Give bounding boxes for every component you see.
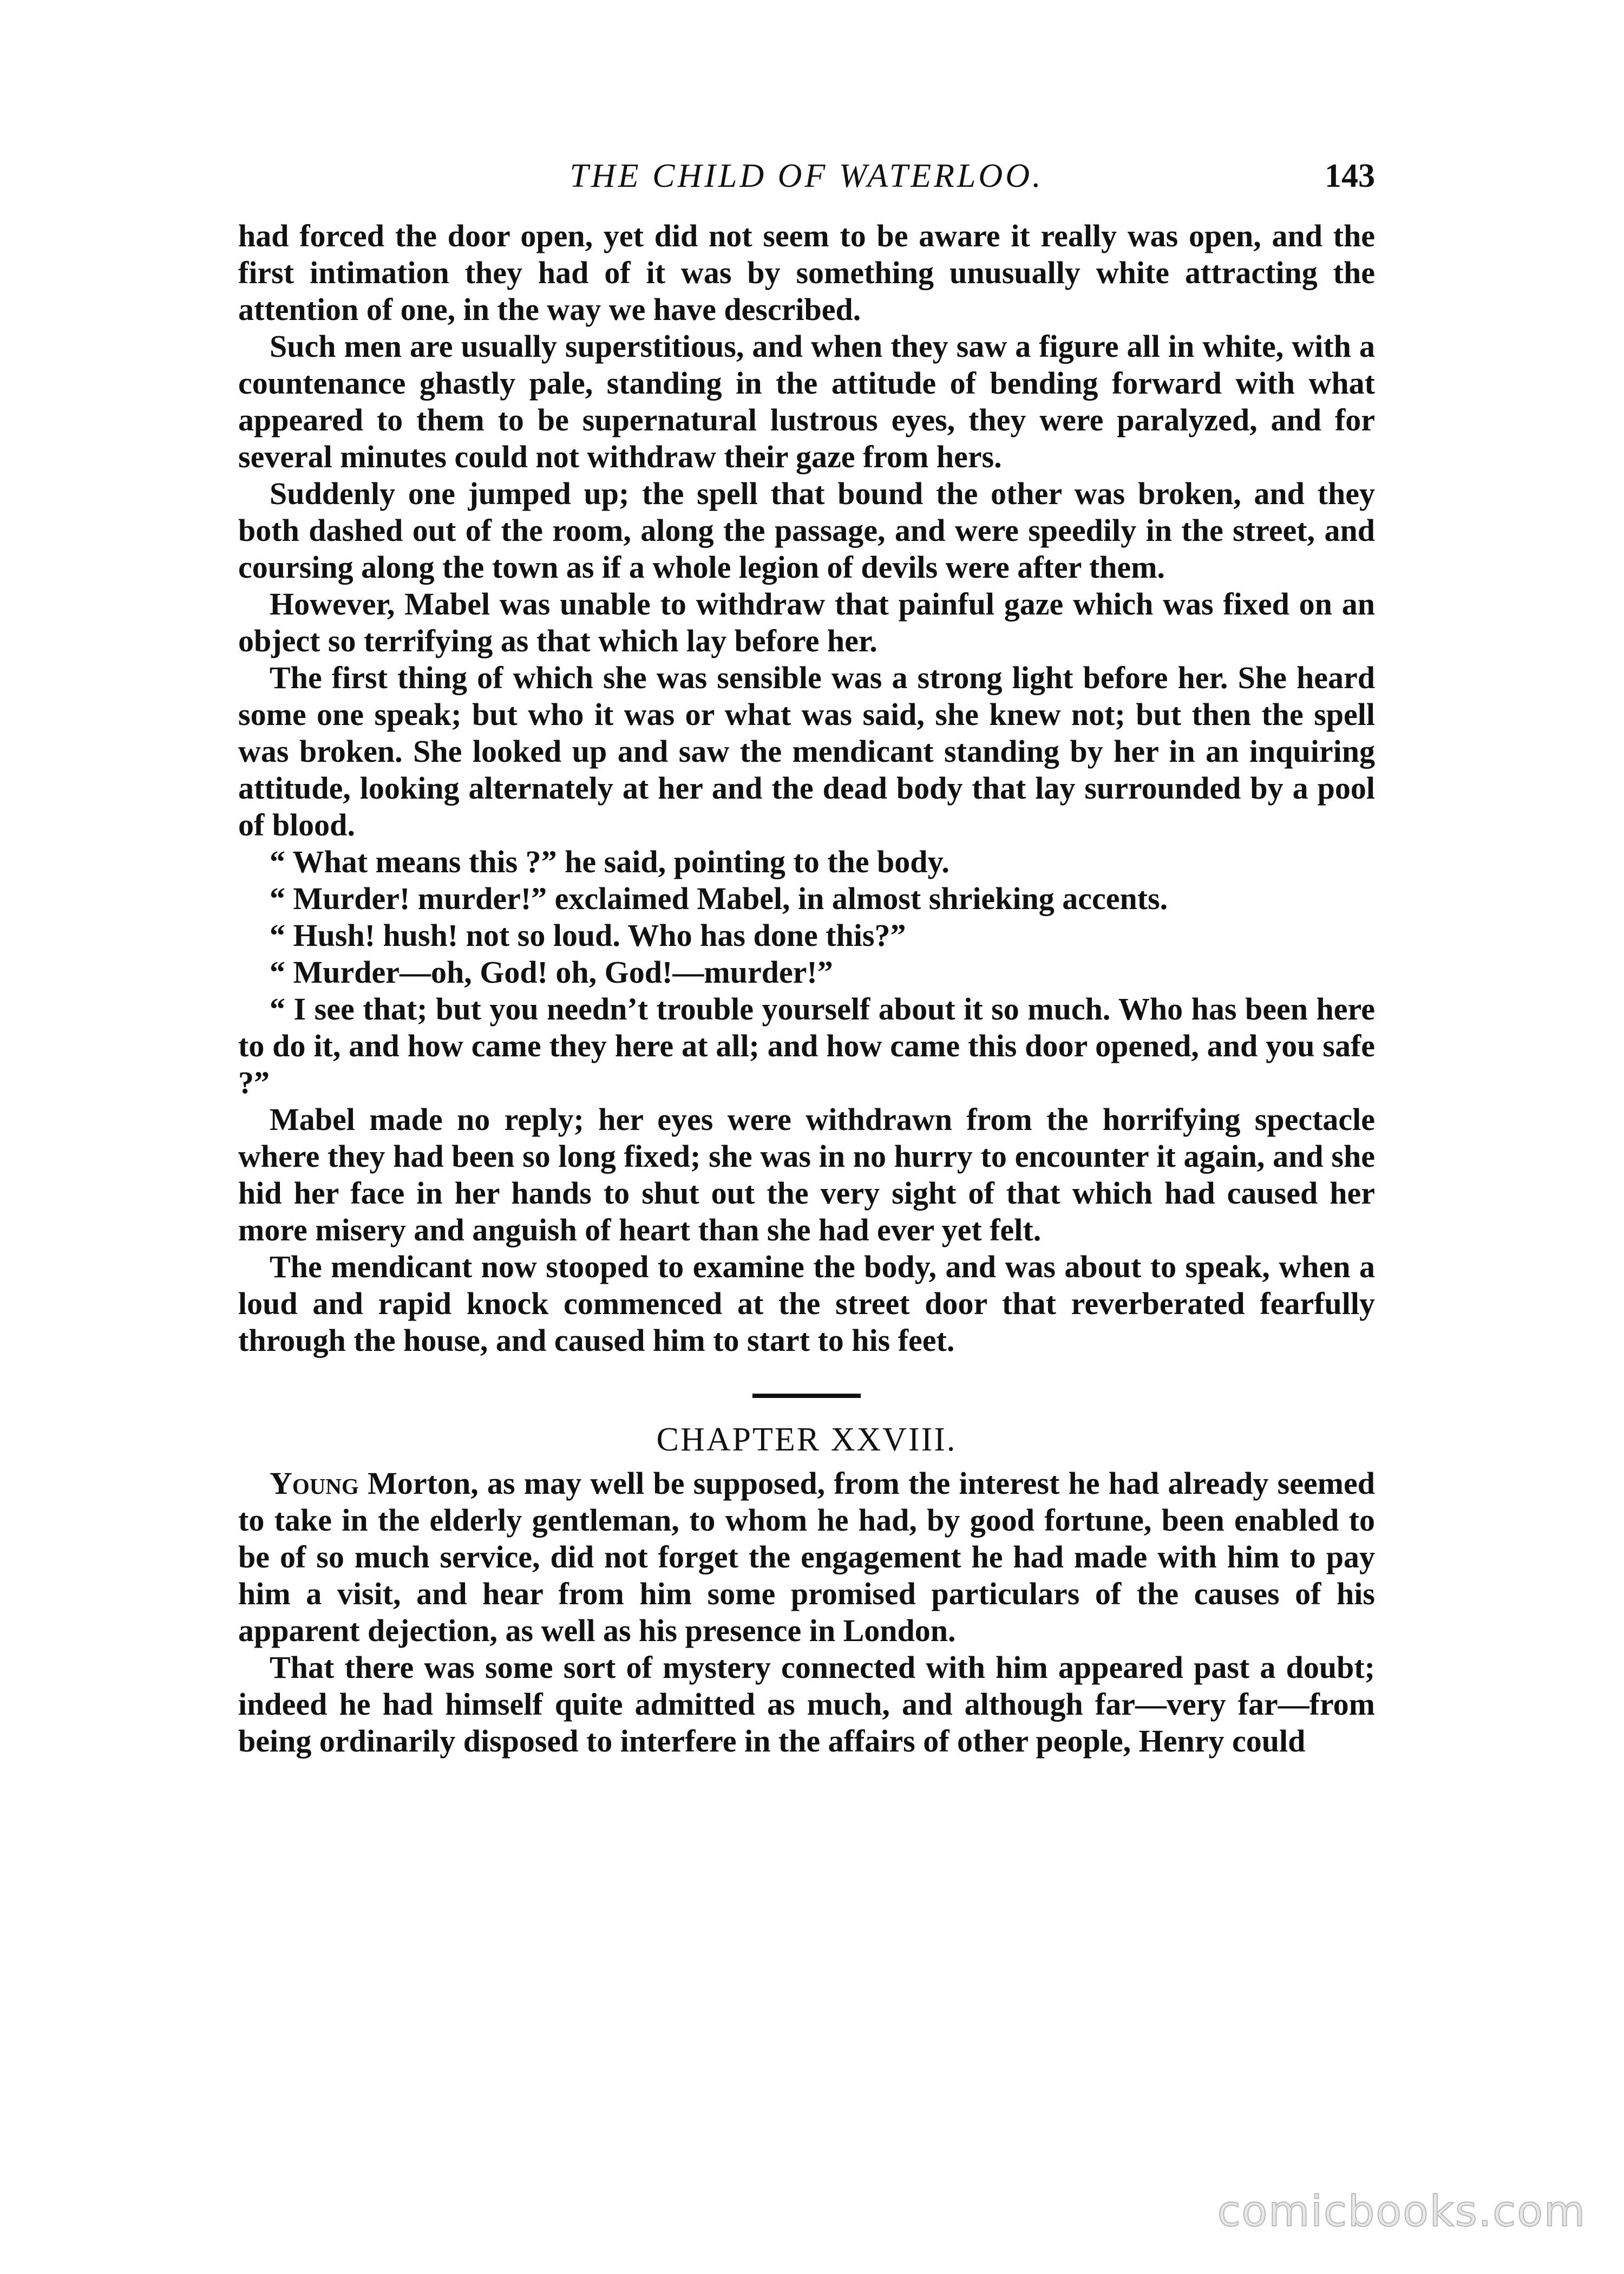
chapter-lead-word: Young <box>270 1466 359 1501</box>
dialogue-paragraph: “ What means this ?” he said, pointing to the body. <box>270 844 949 879</box>
paragraph: Such men are usually superstitious, and when they saw a figure all in white, with a countenance ghastly pale, standing in the attitude of bending forward with what appeared to them to be supernatural lustrous eyes, they were paralyzed, and for several minutes could not withdraw their gaze from hers. <box>238 329 1375 474</box>
chapter-opening-text: Morton, as may well be supposed, from the interest he had already seemed to take in the elderly gentleman, to whom he had, by good fortune, been enabled to be of so much service, did not forget the engagement he had made with him to pay him a visit, and hear from him some promised particulars of the causes of his apparent dejection, as well as his presence in London. <box>238 1466 1375 1648</box>
book-page <box>238 146 1375 2231</box>
page-number: 143 <box>1325 158 1375 194</box>
paragraph: Mabel made no reply; her eyes were withdrawn from the horrifying spectacle where they had been so long fixed; she was in no hurry to encounter it again, and she hid her face in her hands to shut out the very sight of that which had caused her more misery and anguish of heart than she had ever yet felt. <box>238 1102 1375 1247</box>
dialogue-paragraph: “ I see that; but you needn’t trouble yourself about it so much. Who has been here to do it, and how came they here at all; and how came this door opened, and you safe ?” <box>238 991 1375 1100</box>
paragraph: Suddenly one jumped up; the spell that bound the other was broken, and they both dashed out of the room, along the passage, and were speedily in the street, and coursing along the town as if a whole legion of devils were after them. <box>238 476 1375 585</box>
paragraph: The mendicant now stooped to examine the body, and was about to speak, when a loud and rapid knock commenced at the street door that reverberated fearfully through the house, and caused him to start to his feet. <box>238 1249 1375 1358</box>
dialogue-paragraph: “ Murder—oh, God! oh, God!—murder!” <box>270 955 833 990</box>
chapter-opening-paragraph <box>238 1465 1375 1649</box>
dialogue-paragraph: “ Murder! murder!” exclaimed Mabel, in almost shrieking accents. <box>270 881 1168 916</box>
chapter-heading: CHAPTER XXVIII. <box>656 1421 957 1458</box>
running-head <box>238 146 1375 206</box>
running-title: THE CHILD OF WATERLOO. <box>569 158 1044 194</box>
dialogue-paragraph: “ Hush! hush! not so loud. Who has done this?” <box>270 918 906 953</box>
paragraph: That there was some sort of mystery connected with him appeared past a doubt; indeed he had himself quite admitted as much, and although far—very far—from being ordinarily disposed to interfere in the affairs of other people, Henry could <box>238 1650 1375 1759</box>
paragraph-continued: had forced the door open, yet did not seem to be aware it really was open, and the first intimation they had of it was by something unusually white attracting the attention of one, in the way we have described. <box>238 218 1375 327</box>
watermark-logo: comicbooks.com <box>1217 2187 1586 2236</box>
section-divider-rule <box>752 1394 861 1398</box>
paragraph: However, Mabel was unable to withdraw that painful gaze which was fixed on an object so terrifying as that which lay before her. <box>238 586 1375 658</box>
paragraph: The first thing of which she was sensible was a strong light before her. She heard some one speak; but who it was or what was said, she knew not; but then the spell was broken. She looked up and saw the mendicant standing by her in an inquiring attitude, looking alternately at her and the dead body that lay surrounded by a pool of blood. <box>238 660 1375 842</box>
body-text <box>238 218 1375 1760</box>
